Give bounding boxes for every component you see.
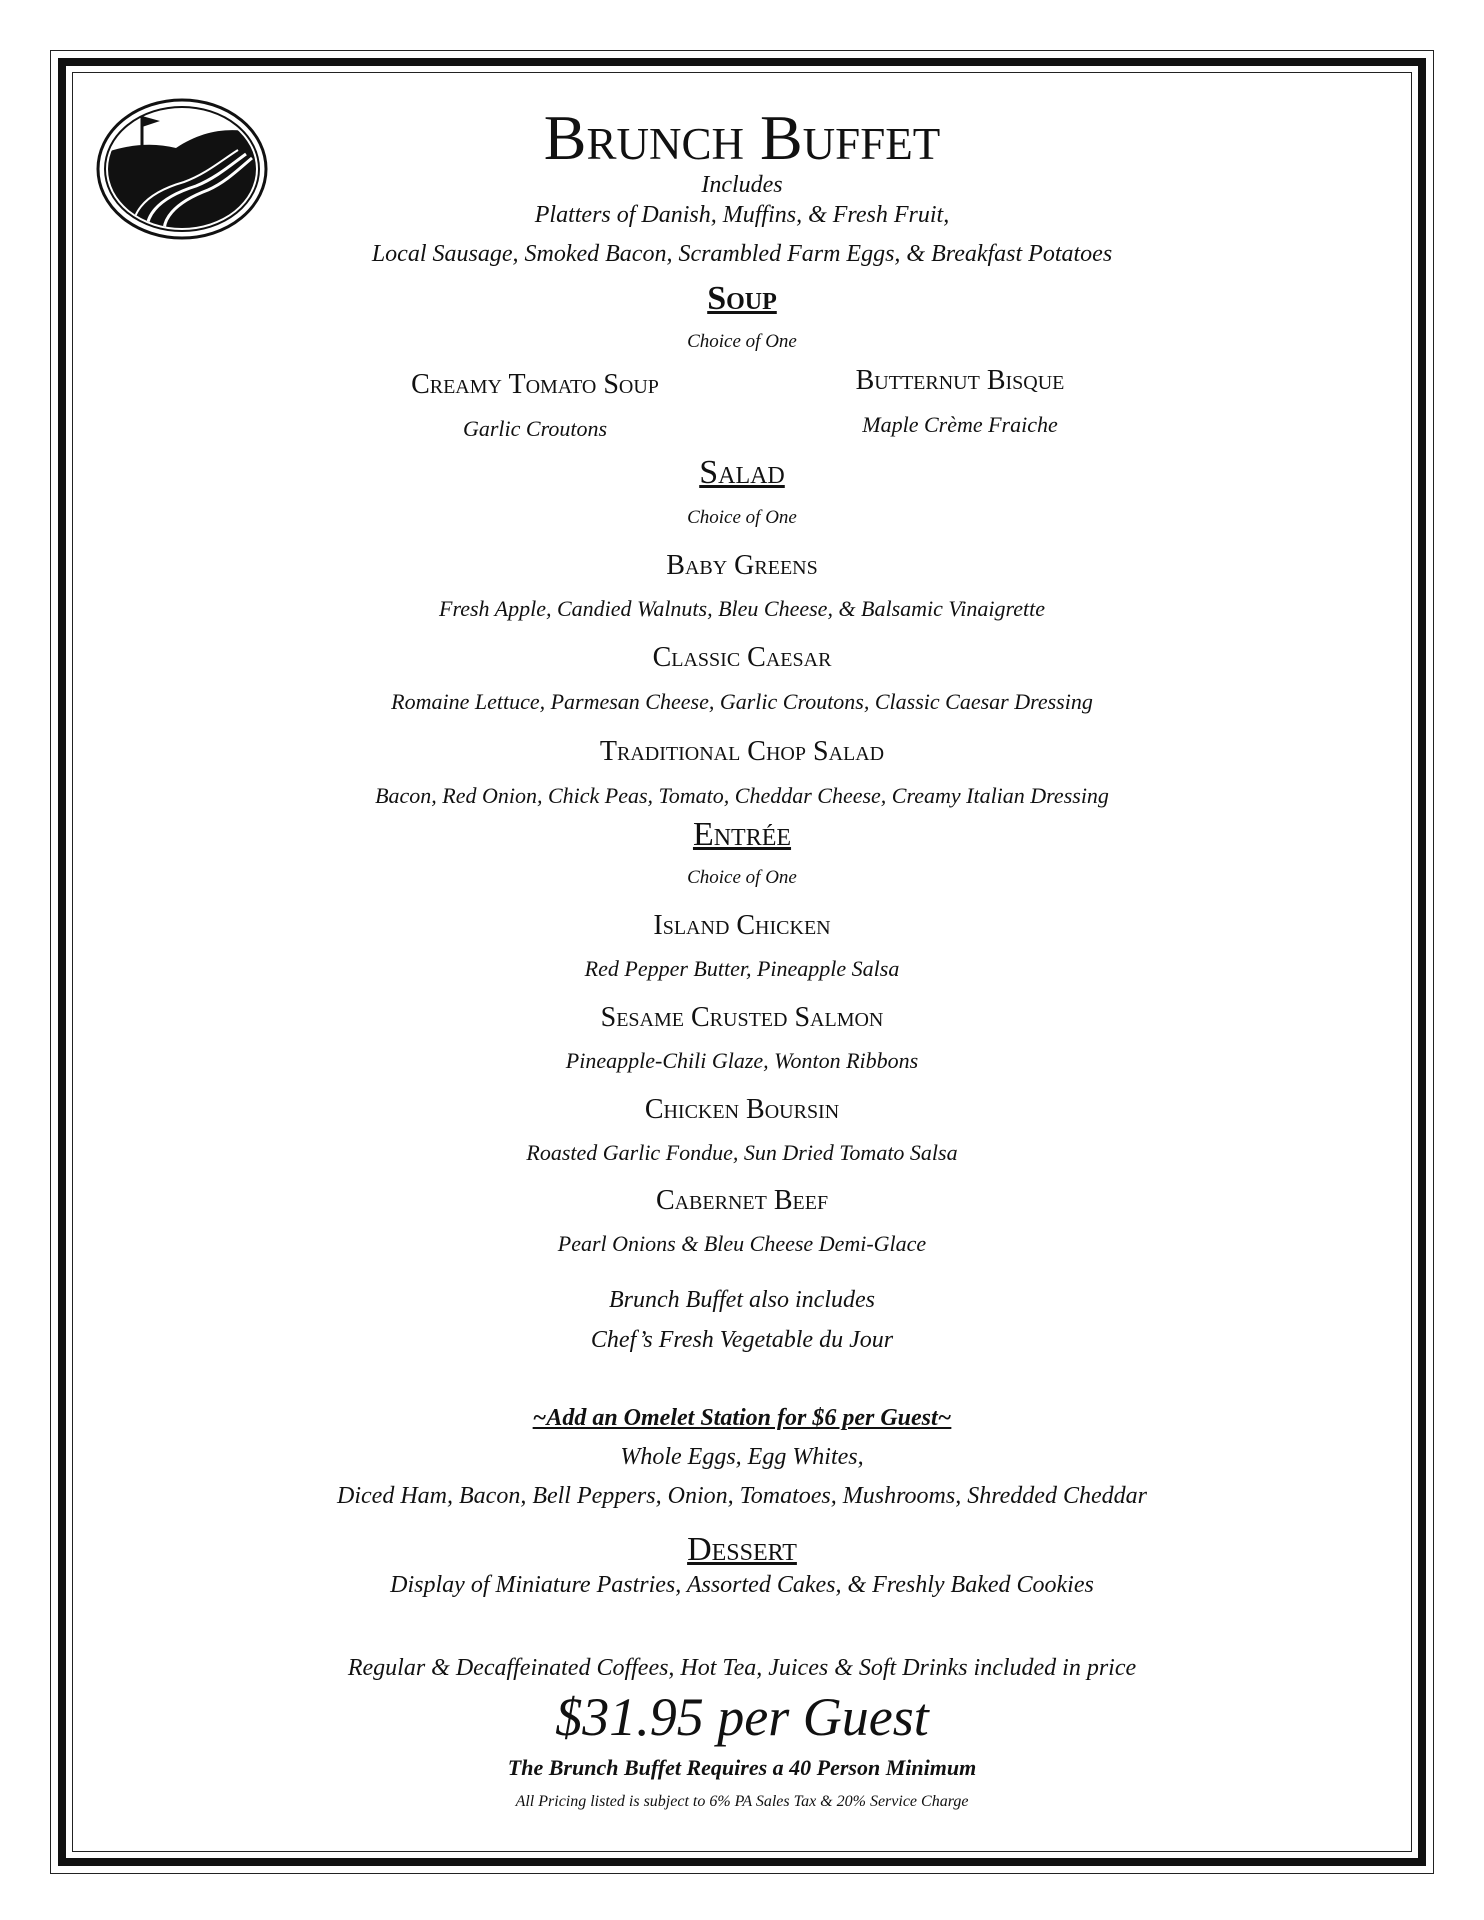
beverages-note: Regular & Decaffeinated Coffees, Hot Tea, Juices & Soft Drinks included in price bbox=[347, 1655, 1137, 1681]
intro-line-2: Local Sausage, Smoked Bacon, Scrambled Farm Eggs, & Breakfast Potatoes bbox=[371, 241, 1113, 267]
entree-item-name: Cabernet Beef bbox=[655, 1185, 829, 1216]
entree-item-name: Sesame Crusted Salmon bbox=[600, 1002, 884, 1033]
soup-item-name: Creamy Tomato Soup bbox=[411, 369, 659, 400]
intro-label: Includes bbox=[701, 172, 783, 198]
soup-item-desc: Maple Crème Fraiche bbox=[862, 412, 1058, 437]
soup-item-name: Butternut Bisque bbox=[855, 365, 1065, 396]
entree-item-desc: Roasted Garlic Fondue, Sun Dried Tomato Salsa bbox=[526, 1140, 958, 1165]
salad-item-desc: Romaine Lettuce, Parmesan Cheese, Garlic Croutons, Classic Caesar Dressing bbox=[391, 689, 1093, 714]
omelet-line-1: Whole Eggs, Egg Whites, bbox=[620, 1444, 864, 1470]
entree-item-desc: Pineapple-Chili Glaze, Wonton Ribbons bbox=[565, 1048, 919, 1073]
entree-item-name: Chicken Boursin bbox=[644, 1094, 840, 1125]
salad-item-desc: Fresh Apple, Candied Walnuts, Bleu Cheese, & Balsamic Vinaigrette bbox=[439, 596, 1045, 621]
fine-print: All Pricing listed is subject to 6% PA Sales Tax & 20% Service Charge bbox=[515, 1793, 969, 1810]
entree-item-desc: Red Pepper Butter, Pineapple Salsa bbox=[584, 956, 900, 981]
soup-choice: Choice of One bbox=[687, 331, 797, 352]
soup-item-desc: Garlic Croutons bbox=[462, 416, 608, 441]
page-title: Brunch Buffet bbox=[543, 102, 941, 173]
salad-heading: Salad bbox=[699, 454, 785, 491]
salad-item-desc: Bacon, Red Onion, Chick Peas, Tomato, Cheddar Cheese, Creamy Italian Dressing bbox=[375, 783, 1109, 808]
entree-choice: Choice of One bbox=[687, 867, 797, 888]
salad-item-name: Classic Caesar bbox=[652, 642, 832, 673]
price: $31.95 per Guest bbox=[555, 1687, 929, 1747]
dessert-heading: Dessert bbox=[687, 1531, 797, 1568]
omelet-heading: ~Add an Omelet Station for $6 per Guest~ bbox=[532, 1405, 952, 1431]
intro-line-1: Platters of Danish, Muffins, & Fresh Fruit, bbox=[534, 202, 950, 228]
omelet-line-2: Diced Ham, Bacon, Bell Peppers, Onion, Tomatoes, Mushrooms, Shredded Cheddar bbox=[337, 1483, 1147, 1509]
entree-item-desc: Pearl Onions & Bleu Cheese Demi-Glace bbox=[557, 1231, 927, 1256]
soup-heading: Soup bbox=[707, 280, 777, 317]
entree-item-name: Island Chicken bbox=[653, 910, 831, 941]
also-includes-line-2: Chef’s Fresh Vegetable du Jour bbox=[590, 1327, 894, 1353]
minimum-requirement: The Brunch Buffet Requires a 40 Person Minimum bbox=[507, 1755, 977, 1780]
salad-item-name: Traditional Chop Salad bbox=[599, 736, 885, 767]
salad-choice: Choice of One bbox=[687, 507, 797, 528]
also-includes-line-1: Brunch Buffet also includes bbox=[609, 1287, 875, 1313]
dessert-desc: Display of Miniature Pastries, Assorted Cakes, & Freshly Baked Cookies bbox=[390, 1572, 1094, 1598]
entree-heading: Entrée bbox=[692, 816, 792, 853]
salad-item-name: Baby Greens bbox=[666, 550, 818, 581]
